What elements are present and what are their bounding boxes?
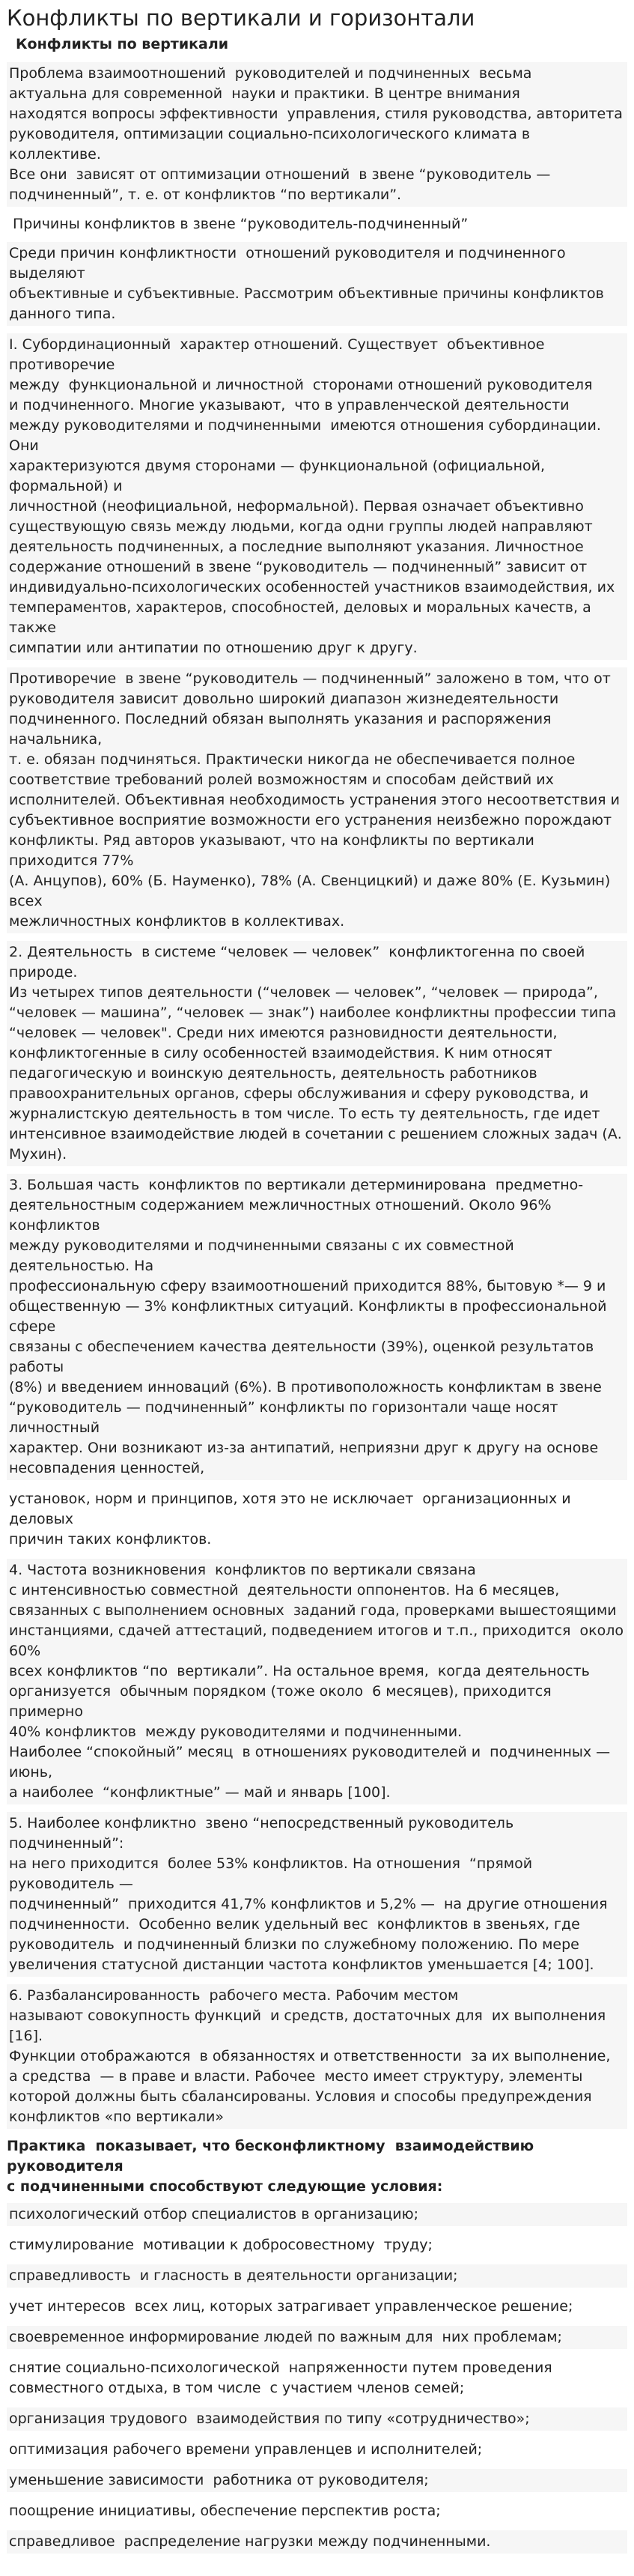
condition-item: справедливость и гласность в деятельности организации; [7, 2264, 627, 2288]
text-line: деятельность подчиненных, а последние выполняют указания. Личностное [9, 539, 584, 555]
text-line: а средства — в праве и власти. Рабочее место имеет структуру, элементы [9, 2068, 583, 2085]
text-line: Противоречие в звене “руководитель — подчиненный” заложено в том, что от [9, 670, 611, 687]
point-6-paragraph [7, 1984, 627, 2129]
text-line: 40% конфликтов между руководителями и подчиненными. [9, 1724, 463, 1740]
text-line: подчиненного. Последний обязан выполнять указания и распоряжения начальника, [9, 711, 556, 748]
text-line: увеличения статусной дистанции частота конфликтов уменьшается [4; 100]. [9, 1957, 594, 1973]
page-title: Конфликты по вертикали и горизонтали [7, 5, 475, 31]
text-line: связанных с выполнением основных заданий года, проверками вышестоящими [9, 1602, 617, 1619]
text-line: журналистскую деятельность в том числе. То есть ту деятельность, где идет [9, 1106, 600, 1122]
text-line: причин таких конфликтов. [9, 1531, 212, 1548]
condition-item: поощрение инициативы, обеспечение перспектив роста; [9, 2503, 441, 2519]
text-line: соответствие требований ролей возможностям и способам действий их [9, 772, 554, 788]
text-line: субъективное восприятие возможности его устранения неизбежно порождают [9, 812, 612, 828]
text-line: инстанциями, сдачей аттестаций, подведением итогов и т.п., приходится около 60% [9, 1622, 629, 1659]
text-line: конфликты. Ряд авторов указывают, что на конфликты по вертикали приходится 77% [9, 832, 539, 869]
point-2-paragraph [7, 941, 627, 1166]
practice-heading [7, 2136, 627, 2197]
condition-item: уменьшение зависимости работника от руководителя; [7, 2469, 627, 2492]
condition-item: оптимизация рабочего времени управленцев и исполнителей; [9, 2441, 483, 2458]
condition-item: снятие социально-психологической напряженности путем проведения совместного отдыха, в том числе с участием членов семей; [9, 2360, 552, 2396]
text-line: руководитель и подчиненный близки по служебному положению. По мере [9, 1936, 579, 1953]
causes-intro-paragraph [7, 242, 627, 326]
text-line: несовпадения ценностей, [9, 1460, 205, 1476]
condition-item: справедливое распределение нагрузки между подчиненными. [7, 2530, 627, 2554]
text-line: I. Субординационный характер отношений. Существует объективное противоречие [9, 336, 549, 373]
text-line: Практика показывает, что бесконфликтному взаимодействию руководителя [7, 2138, 539, 2175]
text-line: находятся вопросы эффективности управления, стиля руководства, авторитета [9, 106, 623, 122]
text-line: которой должны быть сбалансированы. Условия и способы предупреждения [9, 2088, 592, 2105]
text-line: между руководителями и подчиненными имеются отношения субординации. Они [9, 417, 606, 454]
text-line: межличностных конфликтов в коллективах. [9, 913, 345, 930]
point-5-paragraph [7, 1812, 627, 1977]
text-line: конфликтов «по вертикали» [9, 2109, 224, 2125]
text-line: актуальна для современной науки и практики. В центре внимания [9, 85, 520, 102]
section-heading-vertical: Конфликты по вертикали [16, 36, 229, 52]
point-1-paragraph [7, 333, 627, 660]
text-line: с подчиненными способствуют следующие условия: [7, 2178, 443, 2195]
text-line: всех конфликтов “по вертикали”. На остальное время, когда деятельность [9, 1663, 590, 1679]
text-line: правоохранительных органов, сферы обслуживания и сферу руководства, и [9, 1085, 589, 1102]
text-line: исполнителей. Объективная необходимость устранения этого несоответствия и [9, 792, 620, 808]
point-3-paragraph [7, 1174, 627, 1480]
text-line: (8%) и введением инноваций (6%). В противоположность конфликтам в звене [9, 1379, 602, 1395]
text-line: Наиболее “спокойный” месяц в отношениях руководителей и подчиненных — июнь, [9, 1744, 615, 1781]
text-line: подчиненный” приходится 41,7% конфликтов и 5,2% — на другие отношения [9, 1896, 608, 1912]
text-line: деятельностным содержанием межличностных отношений. Около 96% конфликтов [9, 1197, 556, 1234]
text-line: содержание отношений в звене “руководитель — подчиненный” зависит от [9, 559, 588, 575]
text-line: 5. Наиболее конфликтно звено “непосредственный руководитель подчиненный”: [9, 1815, 523, 1852]
text-line: установок, норм и принципов, хотя это не исключает организационных и деловых [9, 1491, 576, 1527]
text-line: 2. Деятельность в системе “человек — человек” конфликтогенна по своей природе. [9, 944, 590, 981]
text-line: “человек — машина”, “человек — знак”) наиболее конфликтны профессии типа [9, 1004, 617, 1021]
text-line: “руководитель — подчиненный” конфликты по горизонтали чаще носят личностный [9, 1399, 563, 1436]
text-line: педагогическую и воинскую деятельность, деятельность работников [9, 1065, 537, 1082]
text-line: между функциональной и личностной сторонами отношений руководителя [9, 377, 593, 393]
condition-item: своевременное информирование людей по важным для них проблемам; [7, 2326, 627, 2349]
condition-item: организация трудового взаимодействия по типу «сотрудничество»; [7, 2407, 627, 2431]
text-line: Мухин). [9, 1146, 67, 1163]
contradiction-paragraph [7, 667, 627, 933]
text-line: объективные и субъективные. Рассмотрим объективные причины конфликтов [9, 285, 604, 302]
text-line: с интенсивностью совместной деятельности оппонентов. На 6 месяцев, [9, 1582, 560, 1598]
text-line: 4. Частота возникновения конфликтов по вертикали связана [9, 1562, 476, 1578]
text-line: организуется обычным порядком (тоже около 6 месяцев), приходится примерно [9, 1683, 556, 1720]
text-line: характер. Они возникают из-за антипатий, неприязни друг к другу на основе [9, 1440, 599, 1456]
intro-paragraph [7, 62, 627, 207]
text-line: характеризуются двумя сторонами — функциональной (официальной, формальной) и [9, 458, 550, 494]
conditions-list [7, 2203, 627, 2554]
text-line: Функции отображаются в обязанностях и ответственности за их выполнение, [9, 2048, 611, 2064]
text-line: Все они зависят от оптимизации отношений в звене “руководитель — [9, 166, 551, 183]
condition-item: учет интересов всех лиц, которых затрагивает управленческое решение; [9, 2298, 573, 2315]
text-line: личностной (неофициальной, неформальной). Первая означает объективно [9, 498, 584, 515]
text-line: Среди причин конфликтности отношений руководителя и подчиненного выделяют [9, 245, 570, 282]
text-line: “человек — человек". Среди них имеются разновидности деятельности, [9, 1025, 558, 1041]
text-line: темпераментов, характеров, способностей, деловых и моральных качеств, а также [9, 599, 596, 636]
text-line: симпатии или антипатии по отношению друг к другу. [9, 640, 418, 656]
causes-heading: Причины конфликтов в звене “руководитель-подчиненный” [13, 216, 469, 232]
text-line: подчиненности. Особенно велик удельный вес конфликтов в звеньях, где [9, 1916, 580, 1933]
text-line: и подчиненного. Многие указывают, что в управленческой деятельности [9, 397, 570, 413]
text-line: а наиболее “конфликтные” — май и январь [100]. [9, 1784, 391, 1801]
condition-item: психологический отбор специалистов в организацию; [7, 2203, 627, 2226]
text-line: 3. Большая часть конфликтов по вертикали детерминирована предметно- [9, 1177, 584, 1193]
text-line: на него приходится более 53% конфликтов. На отношения “прямой руководитель — [9, 1855, 537, 1892]
text-line: руководителя зависит довольно широкий диапазон жизнедеятельности [9, 691, 559, 707]
text-line: общественную — 3% конфликтных ситуаций. Конфликты в профессиональной сфере [9, 1298, 612, 1335]
point-4-paragraph [7, 1559, 627, 1804]
text-line: существующую связь между людьми, когда одни группы людей направляют [9, 518, 593, 535]
text-line: называют совокупность функций и средств, достаточных для их выполнения [16]. [9, 2007, 611, 2044]
text-line: профессиональную сферу взаимоотношений приходится 88%, бытовую *— 9 и [9, 1278, 606, 1294]
text-line: т. е. обязан подчиняться. Практически никогда не обеспечивается полное [9, 751, 576, 768]
point-3-continuation [7, 1488, 627, 1551]
text-line: индивидуально-психологических особенностей участников взаимодействия, их [9, 579, 615, 595]
condition-item: стимулирование мотивации к добросовестному труду; [9, 2237, 433, 2253]
text-line: интенсивное взаимодействие людей в сочетании с решением сложных задач (А. [9, 1126, 622, 1142]
text-line: (А. Анцупов), 60% (Б. Науменко), 78% (А. Свенцицкий) и даже 80% (Е. Кузьмин) всех [9, 873, 615, 909]
text-line: Из четырех типов деятельности (“человек — человек”, “человек — природа”, [9, 984, 598, 1001]
text-line: конфликтогенные в силу особенностей взаимодействия. К ним относят [9, 1045, 552, 1061]
text-line: между руководителями и подчиненными связаны с их совместной деятельностью. На [9, 1237, 519, 1274]
text-line: данного типа. [9, 306, 116, 322]
text-line: связаны с обеспечением качества деятельности (39%), оценкой результатов работы [9, 1339, 599, 1375]
text-line: подчиненный”, т. е. от конфликтов “по вертикали”. [9, 187, 402, 203]
text-line: 6. Разбалансированность рабочего места. Рабочим местом [9, 1987, 459, 2004]
text-line: Проблема взаимоотношений руководителей и подчиненных весьма [9, 65, 532, 82]
text-line: руководителя, оптимизации социально-психологического климата в коллективе. [9, 126, 535, 163]
